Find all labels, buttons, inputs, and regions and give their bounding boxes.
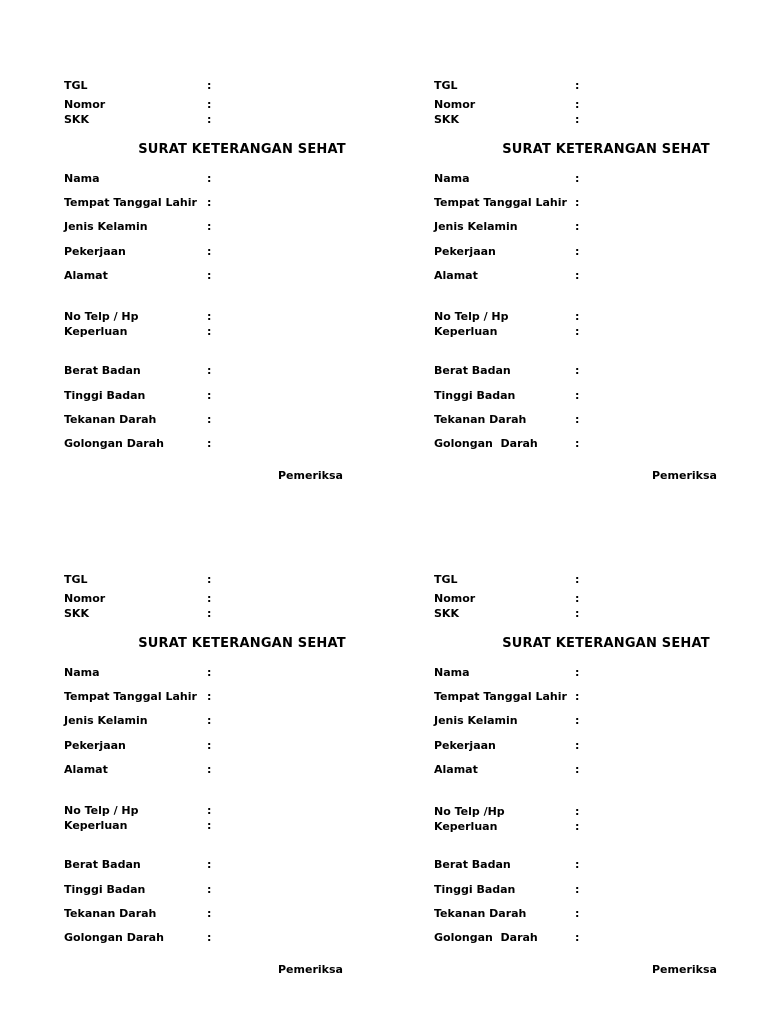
keperluan-label: Keperluan — [64, 819, 128, 832]
tgl-colon: : — [575, 79, 580, 92]
nomor-colon: : — [575, 98, 580, 111]
alamat-label: Alamat — [64, 763, 108, 776]
tgl-colon: : — [207, 79, 212, 92]
skk-colon: : — [575, 113, 580, 126]
golongan-darah-colon: : — [207, 931, 212, 944]
telp-label: No Telp / Hp — [64, 804, 139, 817]
tgl-label: TGL — [434, 79, 458, 92]
ttl-label: Tempat Tanggal Lahir — [64, 196, 197, 209]
skk-colon: : — [207, 607, 212, 620]
golongan-darah-label: Golongan Darah — [64, 931, 164, 944]
golongan-darah-label: Golongan Darah — [64, 437, 164, 450]
ttl-colon: : — [575, 690, 580, 703]
pekerjaan-colon: : — [207, 245, 212, 258]
tinggi-badan-colon: : — [575, 883, 580, 896]
ttl-colon: : — [575, 196, 580, 209]
pekerjaan-label: Pekerjaan — [434, 739, 496, 752]
nama-label: Nama — [64, 666, 100, 679]
berat-badan-colon: : — [575, 858, 580, 871]
keperluan-colon: : — [575, 820, 580, 833]
telp-label: No Telp / Hp — [434, 310, 509, 323]
alamat-colon: : — [207, 763, 212, 776]
golongan-darah-colon: : — [207, 437, 212, 450]
nomor-colon: : — [575, 592, 580, 605]
berat-badan-colon: : — [575, 364, 580, 377]
jenis-kelamin-label: Jenis Kelamin — [64, 714, 148, 727]
jenis-kelamin-label: Jenis Kelamin — [434, 714, 518, 727]
alamat-label: Alamat — [64, 269, 108, 282]
tinggi-badan-colon: : — [575, 389, 580, 402]
jenis-kelamin-colon: : — [575, 714, 580, 727]
skk-label: SKK — [434, 113, 459, 126]
jenis-kelamin-colon: : — [207, 220, 212, 233]
golongan-darah-label: Golongan Darah — [434, 437, 538, 450]
signer-label: Pemeriksa — [278, 963, 343, 976]
golongan-darah-colon: : — [575, 437, 580, 450]
nama-colon: : — [575, 666, 580, 679]
tekanan-darah-colon: : — [207, 413, 212, 426]
telp-colon: : — [207, 310, 212, 323]
pekerjaan-label: Pekerjaan — [434, 245, 496, 258]
skk-colon: : — [207, 113, 212, 126]
ttl-colon: : — [207, 690, 212, 703]
telp-label: No Telp / Hp — [64, 310, 139, 323]
alamat-label: Alamat — [434, 763, 478, 776]
nomor-colon: : — [207, 592, 212, 605]
tgl-label: TGL — [434, 573, 458, 586]
signer-label: Pemeriksa — [652, 963, 717, 976]
pekerjaan-colon: : — [575, 739, 580, 752]
signer-label: Pemeriksa — [278, 469, 343, 482]
jenis-kelamin-colon: : — [207, 714, 212, 727]
telp-colon: : — [575, 310, 580, 323]
alamat-colon: : — [207, 269, 212, 282]
berat-badan-label: Berat Badan — [434, 364, 511, 377]
form-title: SURAT KETERANGAN SEHAT — [138, 142, 346, 157]
telp-colon: : — [575, 805, 580, 818]
tgl-label: TGL — [64, 573, 88, 586]
keperluan-label: Keperluan — [434, 820, 498, 833]
ttl-label: Tempat Tanggal Lahir — [64, 690, 197, 703]
skk-label: SKK — [64, 113, 89, 126]
nama-label: Nama — [64, 172, 100, 185]
tgl-label: TGL — [64, 79, 88, 92]
golongan-darah-label: Golongan Darah — [434, 931, 538, 944]
tekanan-darah-colon: : — [575, 413, 580, 426]
skk-label: SKK — [434, 607, 459, 620]
nama-label: Nama — [434, 172, 470, 185]
nama-colon: : — [575, 172, 580, 185]
form-title: SURAT KETERANGAN SEHAT — [138, 636, 346, 651]
nama-label: Nama — [434, 666, 470, 679]
pekerjaan-label: Pekerjaan — [64, 245, 126, 258]
ttl-colon: : — [207, 196, 212, 209]
ttl-label: Tempat Tanggal Lahir — [434, 690, 567, 703]
berat-badan-label: Berat Badan — [64, 858, 141, 871]
tgl-colon: : — [207, 573, 212, 586]
pekerjaan-colon: : — [575, 245, 580, 258]
signer-label: Pemeriksa — [652, 469, 717, 482]
skk-colon: : — [575, 607, 580, 620]
tgl-colon: : — [575, 573, 580, 586]
nomor-colon: : — [207, 98, 212, 111]
form-title: SURAT KETERANGAN SEHAT — [502, 142, 710, 157]
tekanan-darah-colon: : — [575, 907, 580, 920]
telp-label: No Telp /Hp — [434, 805, 505, 818]
health-certificate-form-top-left — [0, 0, 360, 482]
pekerjaan-label: Pekerjaan — [64, 739, 126, 752]
berat-badan-colon: : — [207, 364, 212, 377]
health-certificate-form-bottom-right — [370, 494, 730, 976]
skk-label: SKK — [64, 607, 89, 620]
tinggi-badan-label: Tinggi Badan — [64, 883, 146, 896]
health-certificate-form-bottom-left — [0, 494, 360, 976]
jenis-kelamin-label: Jenis Kelamin — [64, 220, 148, 233]
pekerjaan-colon: : — [207, 739, 212, 752]
keperluan-label: Keperluan — [64, 325, 128, 338]
alamat-label: Alamat — [434, 269, 478, 282]
health-certificate-form-top-right — [370, 0, 730, 482]
berat-badan-label: Berat Badan — [434, 858, 511, 871]
golongan-darah-colon: : — [575, 931, 580, 944]
keperluan-label: Keperluan — [434, 325, 498, 338]
nomor-label: Nomor — [64, 98, 106, 111]
tekanan-darah-label: Tekanan Darah — [64, 413, 157, 426]
tekanan-darah-label: Tekanan Darah — [64, 907, 157, 920]
berat-badan-colon: : — [207, 858, 212, 871]
tekanan-darah-colon: : — [207, 907, 212, 920]
tinggi-badan-colon: : — [207, 389, 212, 402]
tinggi-badan-colon: : — [207, 883, 212, 896]
nomor-label: Nomor — [434, 98, 476, 111]
tekanan-darah-label: Tekanan Darah — [434, 907, 527, 920]
berat-badan-label: Berat Badan — [64, 364, 141, 377]
jenis-kelamin-colon: : — [575, 220, 580, 233]
ttl-label: Tempat Tanggal Lahir — [434, 196, 567, 209]
jenis-kelamin-label: Jenis Kelamin — [434, 220, 518, 233]
nomor-label: Nomor — [64, 592, 106, 605]
alamat-colon: : — [575, 269, 580, 282]
keperluan-colon: : — [207, 325, 212, 338]
tinggi-badan-label: Tinggi Badan — [434, 883, 516, 896]
tinggi-badan-label: Tinggi Badan — [64, 389, 146, 402]
tekanan-darah-label: Tekanan Darah — [434, 413, 527, 426]
tinggi-badan-label: Tinggi Badan — [434, 389, 516, 402]
nomor-label: Nomor — [434, 592, 476, 605]
form-title: SURAT KETERANGAN SEHAT — [502, 636, 710, 651]
nama-colon: : — [207, 172, 212, 185]
keperluan-colon: : — [575, 325, 580, 338]
alamat-colon: : — [575, 763, 580, 776]
keperluan-colon: : — [207, 819, 212, 832]
nama-colon: : — [207, 666, 212, 679]
telp-colon: : — [207, 804, 212, 817]
